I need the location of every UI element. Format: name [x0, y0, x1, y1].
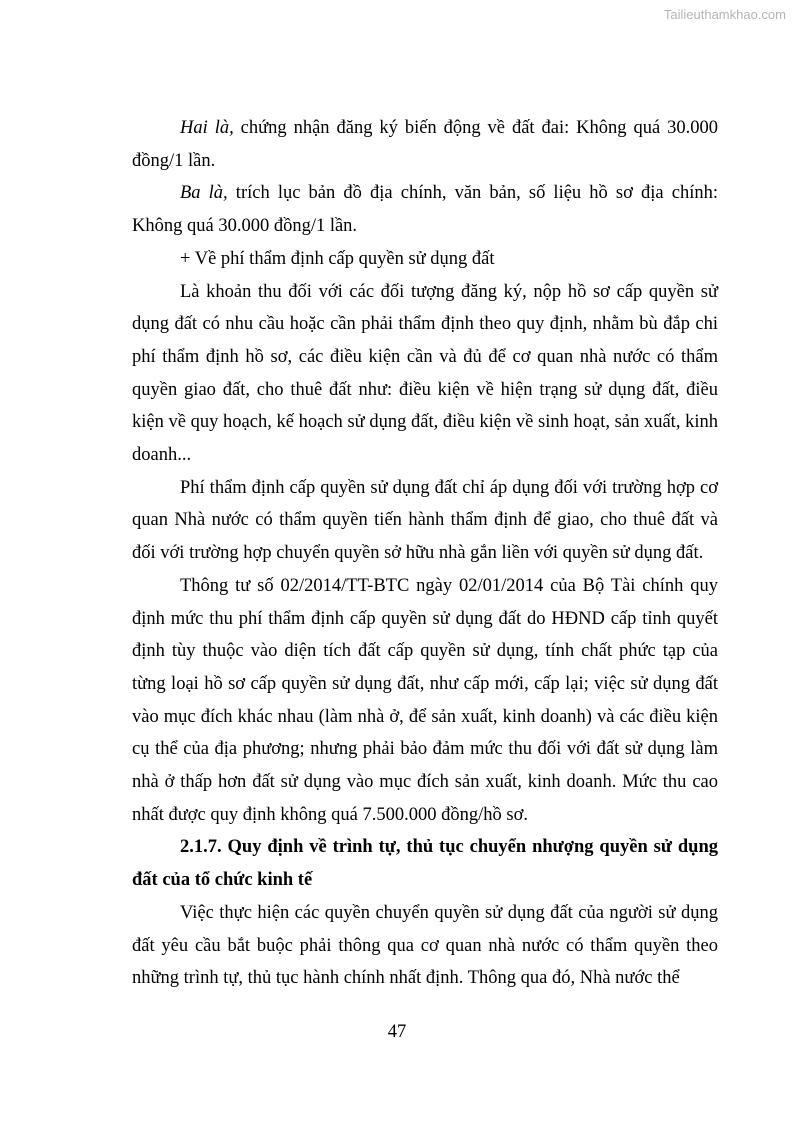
- paragraph-ba-la: [132, 177, 718, 242]
- paragraph-fee-definition: Là khoản thu đối với các đối tượng đăng ký, nộp hồ sơ cấp quyền sử dụng đất có nhu cầu hoặc cần phải thẩm định theo quy định, nhằm bù đắp chi phí thẩm định hồ sơ, các điều kiện cần và đủ để cơ quan nhà nước có thẩm quyền giao đất, cho thuê đất như: điều kiện về hiện trạng sử dụng đất, điều kiện về quy hoạch, kế hoạch sử dụng đất, điều kiện về sinh hoạt, sản xuất, kinh doanh...: [132, 281, 718, 466]
- section-heading: 2.1.7. Quy định về trình tự, thủ tục chuyển nhượng quyền sử dụng đất của tổ chức kinh tế: [132, 837, 718, 891]
- paragraph-hai-la: [132, 112, 718, 177]
- paragraph-lead-italic: Hai là,: [180, 118, 234, 138]
- page-number: 47: [387, 1022, 407, 1042]
- paragraph-circular: Thông tư số 02/2014/TT-BTC ngày 02/01/2014 của Bộ Tài chính quy định mức thu phí thẩm định cấp quyền sử dụng đất do HĐND cấp tỉnh quyết định tùy thuộc vào diện tích đất cấp quyền sử dụng, tính chất phức tạp của từng loại hồ sơ cấp quyền sử dụng đất, như cấp mới, cấp lại; việc sử dụng đất vào mục đích khác nhau (làm nhà ở, để sản xuất, kinh doanh) và các điều kiện cụ thể của địa phương; nhưng phải bảo đảm mức thu đối với đất sử dụng làm nhà ở thấp hơn đất sử dụng vào mục đích sản xuất, kinh doanh. Mức thu cao nhất được quy định không quá 7.500.000 đồng/hồ sơ.: [132, 575, 718, 825]
- bullet-fee-appraisal: + Về phí thẩm định cấp quyền sử dụng đất: [180, 248, 495, 269]
- paragraph-fee-scope: Phí thẩm định cấp quyền sử dụng đất chỉ áp dụng đối với trường hợp cơ quan Nhà nước có thẩm quyền tiến hành thẩm định để giao, cho thuê đất và đối với trường hợp chuyển quyền sở hữu nhà gắn liền với quyền sử dụng đất.: [132, 477, 718, 564]
- watermark-text: Tailieuthamkhao.com: [663, 7, 786, 22]
- paragraph-procedure: Việc thực hiện các quyền chuyển quyền sử dụng đất của người sử dụng đất yêu cầu bắt buộc phải thông qua cơ quan nhà nước có thẩm quyền theo những trình tự, thủ tục hành chính nhất định. Thông qua đó, Nhà nước thể: [132, 902, 718, 989]
- paragraph-text: chứng nhận đăng ký biến động về đất đai: Không quá 30.000 đồng/1 lần.: [132, 118, 719, 171]
- document-body: [132, 112, 718, 995]
- paragraph-text: trích lục bản đồ địa chính, văn bản, số liệu hồ sơ địa chính: Không quá 30.000 đồng/1 lần.: [132, 183, 718, 237]
- paragraph-lead-italic: Ba là,: [180, 183, 228, 204]
